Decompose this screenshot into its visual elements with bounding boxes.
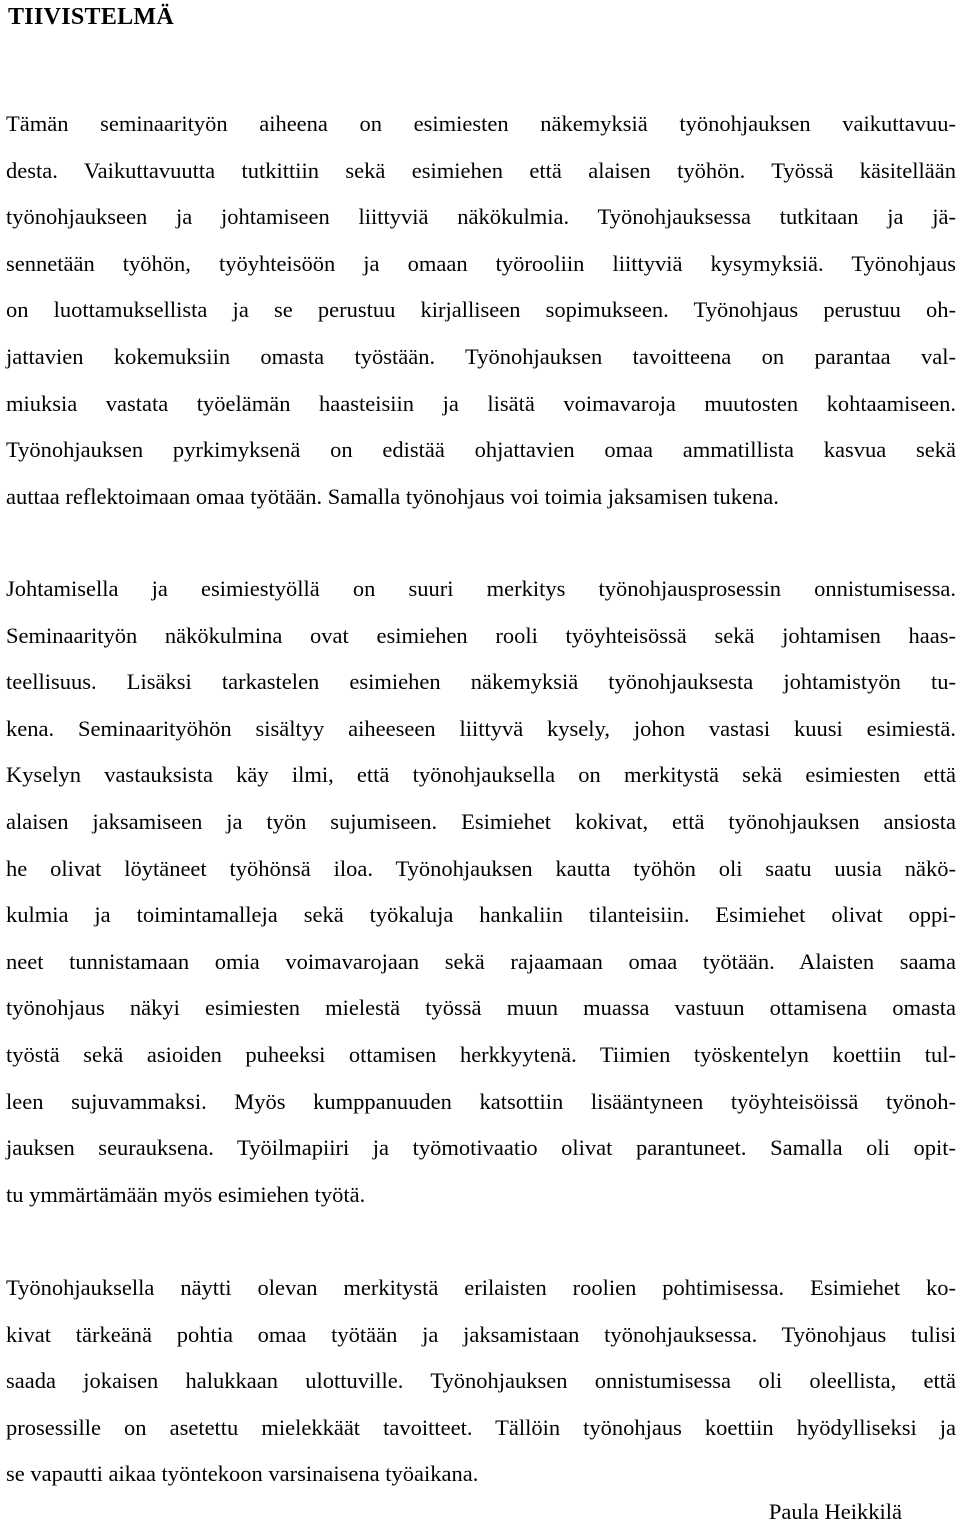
- author-signature: Paula Heikkilä: [768, 1499, 902, 1524]
- text-line: teellisuus. Lisäksi tarkastelen esimiehen näkemyksiä työnohjauksesta johtamistyön tu-: [6, 669, 956, 695]
- text-line: jauksen seurauksena. Työilmapiiri ja työmotivaatio olivat parantuneet. Samalla oli opit-: [6, 1135, 956, 1161]
- paragraph-3: [6, 1265, 956, 1498]
- text-line: kena. Seminaarityöhön sisältyy aiheeseen liittyvä kysely, johon vastasi kuusi esimiestä.: [6, 715, 956, 741]
- text-line: alaisen jaksamiseen ja työn sujumiseen. Esimiehet kokivat, että työnohjauksen ansiosta: [6, 808, 956, 834]
- text-line: sennetään työhön, työyhteisöön ja omaan työrooliin liittyviä kysymyksiä. Työnohjaus: [6, 250, 956, 276]
- paragraph-1: [6, 101, 956, 520]
- text-line: kivat tärkeänä pohtia omaa työtään ja jaksamistaan työnohjauksessa. Työnohjaus tulisi: [6, 1321, 956, 1347]
- text-line: tu ymmärtämään myös esimiehen työtä.: [6, 1181, 366, 1207]
- text-line: he olivat löytäneet työhönsä iloa. Työnohjauksen kautta työhön oli saatu uusia näkö-: [6, 855, 956, 881]
- text-line: Johtamisella ja esimiestyöllä on suuri merkitys työnohjausprosessin onnistumisessa.: [6, 576, 956, 601]
- paragraph-2: [6, 566, 956, 1218]
- text-line: työnohjaus näkyi esimiesten mielestä työssä muun muassa vastuun ottamisena omasta: [6, 995, 956, 1021]
- text-line: jattavien kokemuksiin omasta työstään. Työnohjauksen tavoitteena on parantaa val-: [6, 343, 956, 369]
- text-line: Seminaarityön näkökulmina ovat esimiehen rooli työyhteisössä sekä johtamisen haas-: [6, 622, 956, 648]
- text-line: Työnohjauksen pyrkimyksenä on edistää ohjattavien omaa ammatillista kasvua sekä: [6, 437, 956, 463]
- text-line: Kyselyn vastauksista käy ilmi, että työnohjauksella on merkitystä sekä esimiesten että: [6, 762, 956, 788]
- document-title: TIIVISTELMÄ: [8, 4, 175, 30]
- text-line: desta. Vaikuttavuutta tutkittiin sekä esimiehen että alaisen työhön. Työssä käsitellään: [6, 157, 956, 183]
- text-line: se vapautti aikaa työntekoon varsinaisena työaikana.: [6, 1461, 479, 1487]
- text-line: kulmia ja toimintamalleja sekä työkaluja hankaliin tilanteisiin. Esimiehet olivat oppi-: [6, 902, 956, 928]
- text-line: työstä sekä asioiden puheeksi ottamisen herkkyytenä. Tiimien työskentelyn koettiin tul-: [6, 1041, 956, 1067]
- text-line: on luottamuksellista ja se perustuu kirjalliseen sopimukseen. Työnohjaus perustuu oh-: [6, 297, 956, 323]
- text-line: saada jokaisen halukkaan ulottuville. Työnohjauksen onnistumisessa oli oleellista, että: [6, 1368, 956, 1394]
- text-line: auttaa reflektoimaan omaa työtään. Samalla työnohjaus voi toimia jaksamisen tukena.: [6, 483, 779, 509]
- text-line: leen sujuvammaksi. Myös kumppanuuden katsottiin lisääntyneen työyhteisöissä työnoh-: [6, 1088, 956, 1114]
- text-line: neet tunnistamaan omia voimavarojaan sekä rajaamaan omaa työtään. Alaisten saama: [6, 948, 956, 974]
- text-line: työnohjaukseen ja johtamiseen liittyviä näkökulmia. Työnohjauksessa tutkitaan ja jä-: [6, 204, 956, 230]
- text-line: miuksia vastata työelämän haasteisiin ja lisätä voimavaroja muutosten kohtaamiseen.: [6, 390, 956, 416]
- text-line: Tämän seminaarityön aiheena on esimiesten näkemyksiä työnohjauksen vaikuttavuu-: [6, 111, 956, 136]
- text-line: Työnohjauksella näytti olevan merkitystä erilaisten roolien pohtimisessa. Esimiehet ko-: [6, 1275, 956, 1300]
- text-line: prosessille on asetettu mielekkäät tavoitteet. Tällöin työnohjaus koettiin hyödylliseksi ja: [6, 1414, 956, 1440]
